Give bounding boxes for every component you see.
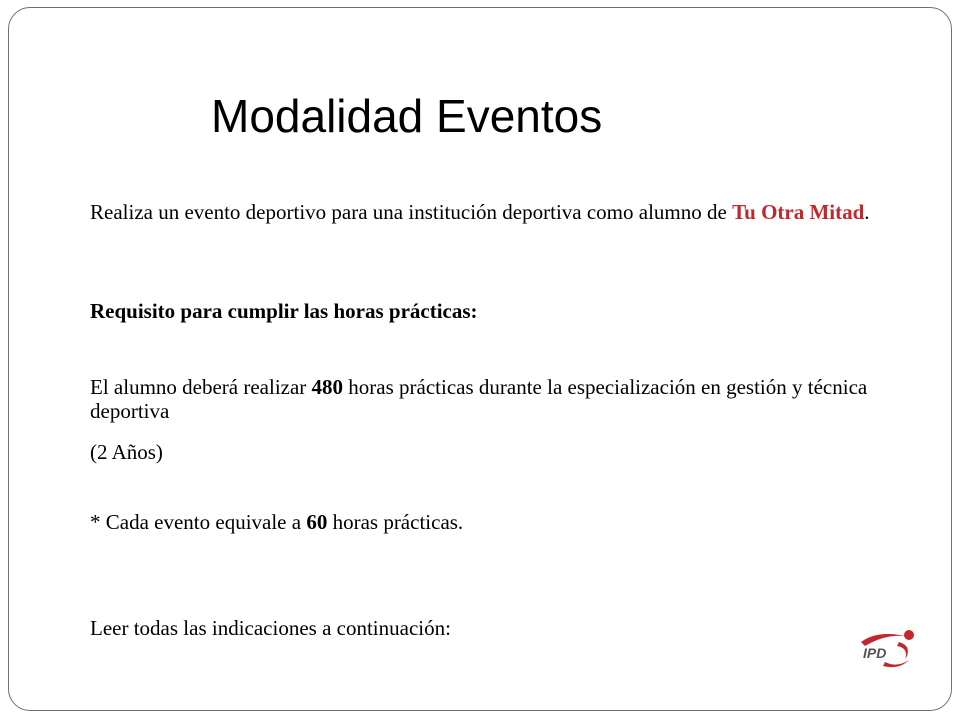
- intro-text: Realiza un evento deportivo para una institución deportiva como alumno de: [90, 200, 733, 224]
- event-hours-paragraph: [90, 510, 889, 534]
- requirement-heading: Requisito para cumplir las horas prácticas:: [90, 299, 478, 323]
- hours-text-before: El alumno deberá realizar: [90, 375, 312, 399]
- event-hours-value: 60: [306, 510, 328, 534]
- intro-end: .: [864, 200, 870, 224]
- total-hours-value: 480: [311, 375, 344, 399]
- logo-text: IPD: [863, 645, 887, 661]
- hours-text-after: horas prácticas durante la especialización en gestión y técnica deportiva: [90, 375, 868, 423]
- brand-highlight: Tu Otra Mitad: [732, 200, 865, 224]
- instructions-line: Leer todas las indicaciones a continuación:: [90, 616, 451, 640]
- event-text-before: * Cada evento equivale a: [90, 510, 307, 534]
- intro-paragraph: [90, 200, 889, 224]
- duration-note: (2 Años): [90, 440, 163, 464]
- slide-frame: [8, 7, 952, 711]
- event-text-after: horas prácticas.: [327, 510, 464, 534]
- ipd-logo-icon: [855, 628, 917, 670]
- slide-title: Modalidad Eventos: [211, 90, 603, 142]
- hours-requirement-paragraph: [90, 375, 889, 423]
